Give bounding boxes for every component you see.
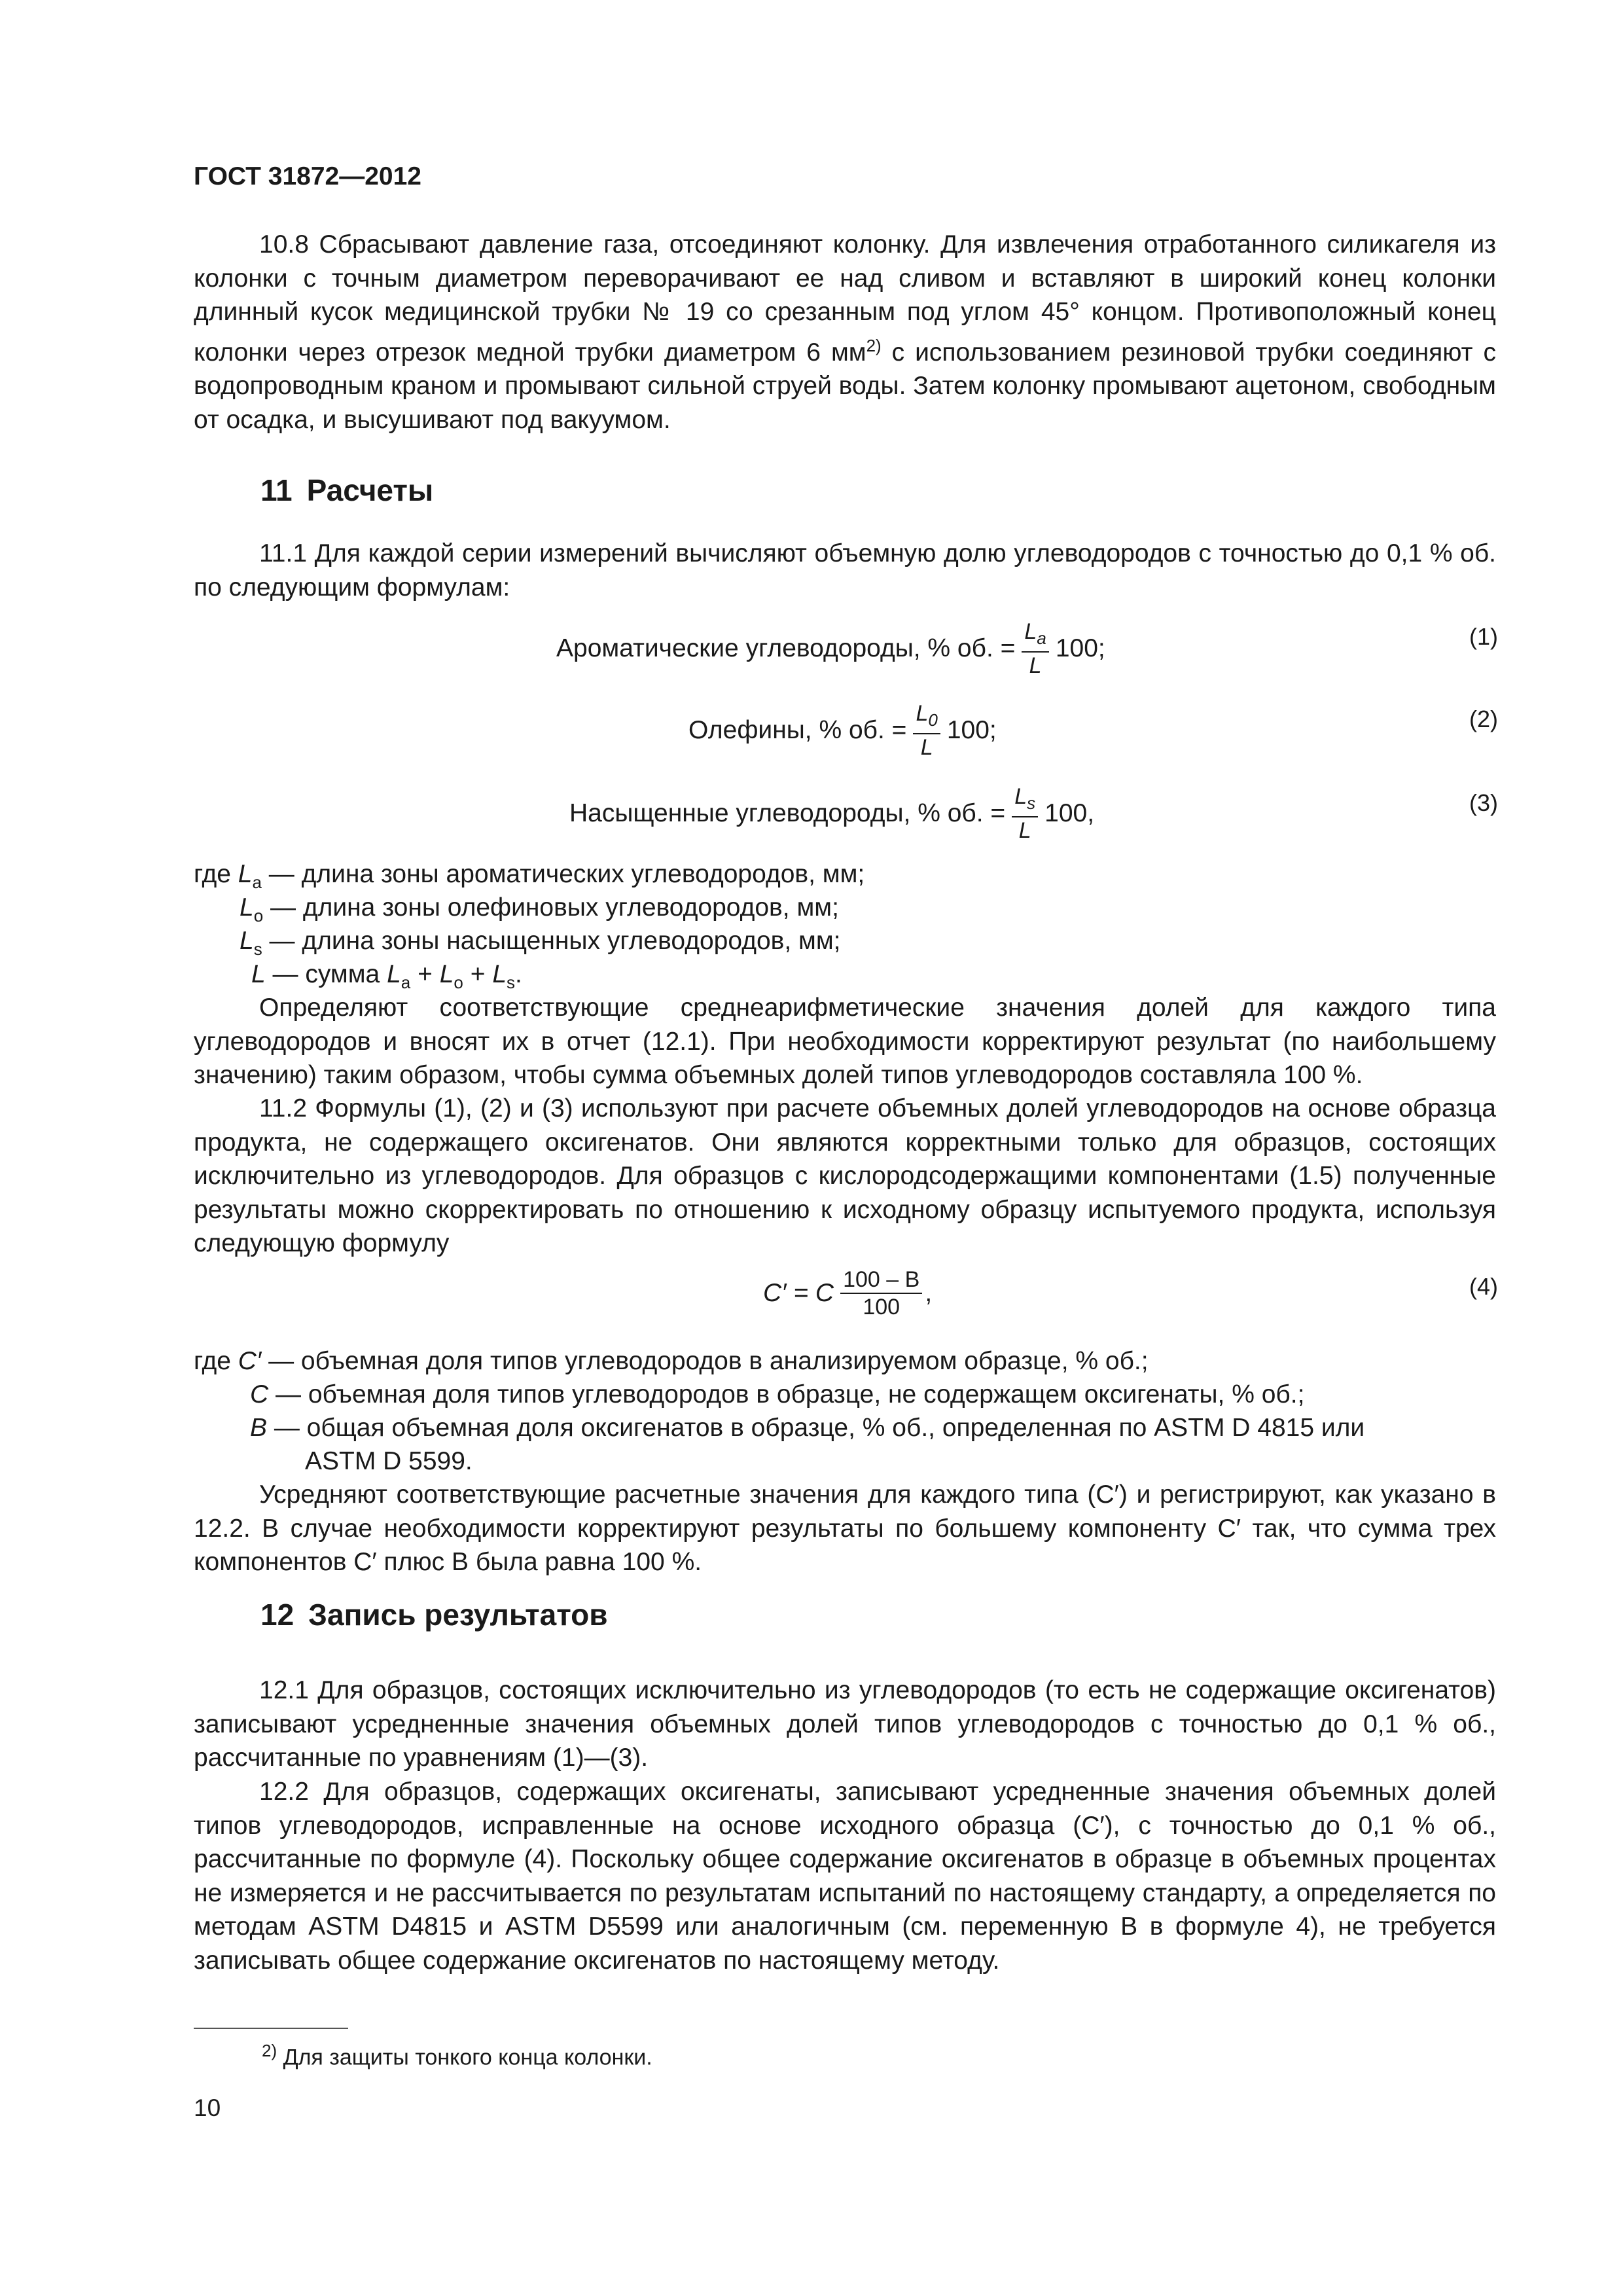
paragraph-11-2: 11.2 Формулы (1), (2) и (3) используют при расчете объемных долей углеводородов на основе образца продукта, не содержащего оксигенатов. Они являются корректными только для образцов, состоящих исключительно из углеводородов. Для образцов с кислородсодержащими компонентами (1.5) полученные результаты можно скорректировать по отношению к исходному образцу испытуемого продукта, используя следующую формулу <box>194 1094 1496 1257</box>
paragraph-define: Определяют соответствующие среднеарифметические значения долей для каждого типа углеводородов и вносят их в отчет (12.1). При необходимости корректируют результат (по наибольшему значению) таким образом, чтобы сумма объемных долей типов углеводородов составляла 100 %. <box>194 994 1496 1089</box>
section-number: 11 <box>260 473 293 507</box>
equation-number: (1) <box>1469 623 1498 650</box>
paragraph-12-2: 12.2 Для образцов, содержащих оксигенаты, записывают усредненные значения объемных долей типов углеводородов, исправленные на основе исходного образца (C′), с точностью до 0,1 % об., рассчитанные по формуле (4). Поскольку общее содержание оксигенатов в образце в объемных процентах не измеряется и не рассчитывается по результатам испытаний по настоящему стандарту, а определяется по методам ASTM D4815 и ASTM D5599 или аналогичным (см. переменную B в формуле 4), не требуется записывать общее содержание оксигенатов по настоящему методу. <box>194 1778 1496 1975</box>
fraction <box>1022 619 1048 679</box>
formula-lhs: Олефины, % об. = <box>688 715 907 744</box>
formula-lhs: Ароматические углеводороды, % об. = <box>556 634 1016 662</box>
fraction-numerator: $L_s$ <box>1012 783 1038 817</box>
where-text: — объемная доля типов углеводородов в анализируемом образце, % об.; <box>261 1347 1149 1375</box>
fraction <box>1012 783 1038 844</box>
equation-number: (3) <box>1469 789 1498 816</box>
where-text: — сумма <box>265 960 387 988</box>
fraction-numerator: 100 – B <box>840 1266 922 1294</box>
where-symbol: C <box>250 1380 269 1408</box>
equation-number: (4) <box>1469 1273 1498 1300</box>
where-prefix: где <box>194 1347 238 1375</box>
fraction <box>840 1266 922 1320</box>
where-line-b-cont: ASTM D 5599. <box>305 1447 473 1475</box>
where-text: — длина зоны насыщенных углеводородов, мм; <box>262 927 841 955</box>
formula-lhs: C′ = C <box>763 1279 834 1307</box>
where-line-c <box>250 1378 1304 1411</box>
page-number: 10 <box>194 2094 221 2121</box>
footnote-text: Для защиты тонкого конца колонки. <box>277 2045 652 2070</box>
section-number: 12 <box>260 1598 294 1632</box>
standard-number: ГОСТ 31872—2012 <box>194 162 421 190</box>
formula-rhs: 100; <box>1055 634 1105 662</box>
where-prefix: где <box>194 860 238 888</box>
fraction <box>913 700 940 761</box>
fraction-denominator: L <box>920 734 933 760</box>
paragraph-10-8-text: 10.8 Сбрасывают давление газа, отсоединяют колонку. Для извлечения отработанного силикагеля из колонки с точным диаметром переворачивают ее над сливом и вставляют в широкий конец колонки длинный кусок медицинской трубки № 19 со срезанным под углом 45° концом. Противоположный конец колонки через отрезок медной трубки диаметром 6 мм <box>194 230 1496 367</box>
section-11-heading <box>260 473 433 508</box>
where-text: — длина зоны олефиновых углеводородов, мм; <box>263 893 839 922</box>
where-line-l: L — сумма $L_a + L_o + L_s$. <box>251 960 522 992</box>
where-line-ls: $L_s$ — длина зоны насыщенных углеводородов, мм; <box>240 927 841 959</box>
fraction-denominator: 100 <box>863 1295 901 1319</box>
section-12-heading <box>260 1597 608 1632</box>
fraction-numerator: $L_0$ <box>913 700 940 734</box>
formula-1 <box>556 619 1105 679</box>
section-title: Расчеты <box>306 473 434 507</box>
paragraph-12-1: 12.1 Для образцов, состоящих исключительно из углеводородов (то есть не содержащие оксигенатов) записывают усредненные значения объемных долей типов углеводородов с точностью до 0,1 % об., рассчитанные по уравнениям (1)—(3). <box>194 1676 1496 1772</box>
footnote-mark: 2) <box>262 2041 277 2060</box>
where-end: . <box>515 960 522 988</box>
formula-2 <box>688 700 997 761</box>
formula-4 <box>763 1266 932 1320</box>
section-title: Запись результатов <box>308 1598 608 1632</box>
fraction-denominator: L <box>1018 817 1031 843</box>
formula-lhs: Насыщенные углеводороды, % об. = <box>569 798 1006 827</box>
where-symbol: B <box>250 1414 268 1442</box>
where-line-lo: $L_o$ — длина зоны олефиновых углеводородов, мм; <box>240 893 839 925</box>
where-line-la: где $L_a$ — длина зоны ароматических углеводородов, мм; <box>194 860 865 892</box>
footnote-divider <box>194 2028 348 2029</box>
formula-rhs: 100, <box>1044 798 1095 827</box>
where-text: — объемная доля типов углеводородов в образце, не содержащем оксигенаты, % об.; <box>268 1380 1305 1408</box>
where-symbol: C′ <box>238 1347 262 1375</box>
paragraph-10-8 <box>194 228 1496 437</box>
where-line-c-prime <box>194 1344 1149 1378</box>
formula-3 <box>569 783 1094 844</box>
where-text: — длина зоны ароматических углеводородов, мм; <box>261 860 865 888</box>
footnote <box>262 2041 652 2070</box>
where-line-b <box>250 1411 1364 1444</box>
formula-rhs: 100; <box>946 715 997 744</box>
paragraph-10-8-tail: с использованием резиновой трубки соединяют с водопроводным краном и промывают сильной струей воды. Затем колонку промывают ацетоном, свободным от осадка, и высушивают под вакуумом. <box>194 338 1496 434</box>
paragraph-11-1: 11.1 Для каждой серии измерений вычисляют объемную долю углеводородов с точностью до 0,1 % об. по следующим формулам: <box>194 539 1496 601</box>
paragraph-average: Усредняют соответствующие расчетные значения для каждого типа (C′) и регистрируют, как указано в 12.2. В случае необходимости корректируют результаты по большему компоненту C′ так, что сумма трех компонентов C′ плюс B была равна 100 %. <box>194 1480 1496 1576</box>
equation-number: (2) <box>1469 706 1498 732</box>
formula-rhs: , <box>925 1279 933 1307</box>
footnote-ref: 2) <box>866 335 882 355</box>
fraction-numerator: $L_a$ <box>1022 619 1048 653</box>
fraction-denominator: L <box>1029 653 1042 678</box>
where-text: — общая объемная доля оксигенатов в образце, % об., определенная по ASTM D 4815 или <box>267 1414 1365 1442</box>
